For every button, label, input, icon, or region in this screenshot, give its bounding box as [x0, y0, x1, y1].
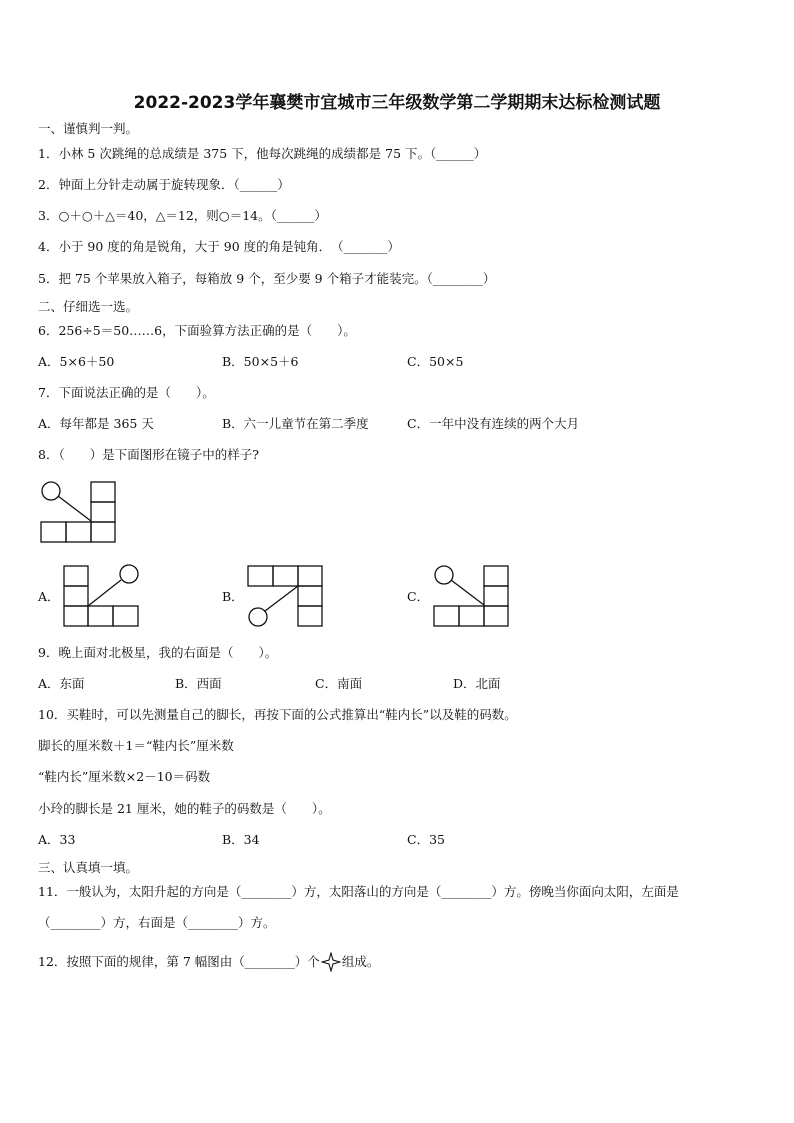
- question-9-stem: 9．晚上面对北极星，我的右面是（ ）。: [38, 645, 278, 660]
- question-11-line-2: （________）方，右面是（________）方。: [38, 915, 276, 930]
- question-7-option-b: B．六一儿童节在第二季度: [222, 416, 369, 431]
- question-3: 3．○＋○＋△＝40，△＝12，则○＝14。（______）: [38, 208, 327, 223]
- question-7-stem: 7．下面说法正确的是（ ）。: [38, 385, 215, 400]
- question-11-line-1: 11．一般认为，太阳升起的方向是（________）方，太阳落山的方向是（________）方。傍晚当你面向太阳，左面是: [38, 884, 679, 899]
- question-9-option-d: D．北面: [453, 676, 501, 691]
- question-6-option-c: C．50×5: [407, 354, 464, 369]
- question-5: 5．把 75 个苹果放入箱子，每箱放 9 个，至少要 9 个箱子才能装完。（________）: [38, 271, 496, 286]
- q8-option-c-figure: [433, 564, 513, 630]
- question-10-formula-1: 脚长的厘米数＋1＝“鞋内长”厘米数: [38, 738, 234, 753]
- section-1-heading: 一、谨慎判一判。: [38, 121, 139, 136]
- question-6-option-a: A．5×6＋50: [38, 354, 115, 369]
- question-12-text-after: 组成。: [341, 954, 380, 969]
- question-12-text-before: 12．按照下面的规律，第 7 幅图由（________）个: [38, 954, 320, 969]
- question-8-option-c: C．: [407, 589, 430, 604]
- question-9-option-c: C．南面: [315, 676, 363, 691]
- question-10-option-c: C．35: [407, 832, 445, 847]
- question-10-formula-2: “鞋内长”厘米数×2－10＝码数: [38, 769, 211, 784]
- question-7-option-a: A．每年都是 365 天: [38, 416, 154, 431]
- question-7-option-c: C．一年中没有连续的两个大月: [407, 416, 580, 431]
- q8-option-a-figure: [63, 564, 143, 630]
- q8-original-figure: [40, 480, 120, 546]
- question-10-stem: 10．买鞋时，可以先测量自己的脚长，再按下面的公式推算出“鞋内长”以及鞋的码数。: [38, 707, 517, 722]
- question-2: 2．钟面上分针走动属于旋转现象．（______）: [38, 177, 290, 192]
- question-1: 1．小林 5 次跳绳的总成绩是 375 下，他每次跳绳的成绩都是 75 下。（______）: [38, 146, 487, 161]
- question-6-stem: 6．256÷5＝50……6，下面验算方法正确的是（ ）。: [38, 323, 356, 338]
- question-12: [38, 952, 379, 972]
- question-10-option-a: A．33: [38, 832, 76, 847]
- question-10-option-b: B．34: [222, 832, 260, 847]
- question-8-option-a: A．: [38, 589, 60, 604]
- question-8-option-b: B．: [222, 589, 244, 604]
- question-9-option-a: A．东面: [38, 676, 85, 691]
- question-8-stem: 8．（ ）是下面图形在镜子中的样子?: [38, 447, 259, 462]
- section-2-heading: 二、仔细选一选。: [38, 299, 139, 314]
- section-3-heading: 三、认真填一填。: [38, 860, 139, 875]
- question-6-option-b: B．50×5＋6: [222, 354, 299, 369]
- q8-option-b-figure: [247, 564, 327, 630]
- question-9-option-b: B．西面: [175, 676, 222, 691]
- page-title: 2022-2023学年襄樊市宜城市三年级数学第二学期期末达标检测试题: [133, 93, 661, 113]
- four-point-star-icon: [321, 952, 341, 972]
- question-10-ask: 小玲的脚长是 21 厘米，她的鞋子的码数是（ ）。: [38, 801, 331, 816]
- question-4: 4．小于 90 度的角是锐角，大于 90 度的角是钝角． （_______）: [38, 239, 400, 254]
